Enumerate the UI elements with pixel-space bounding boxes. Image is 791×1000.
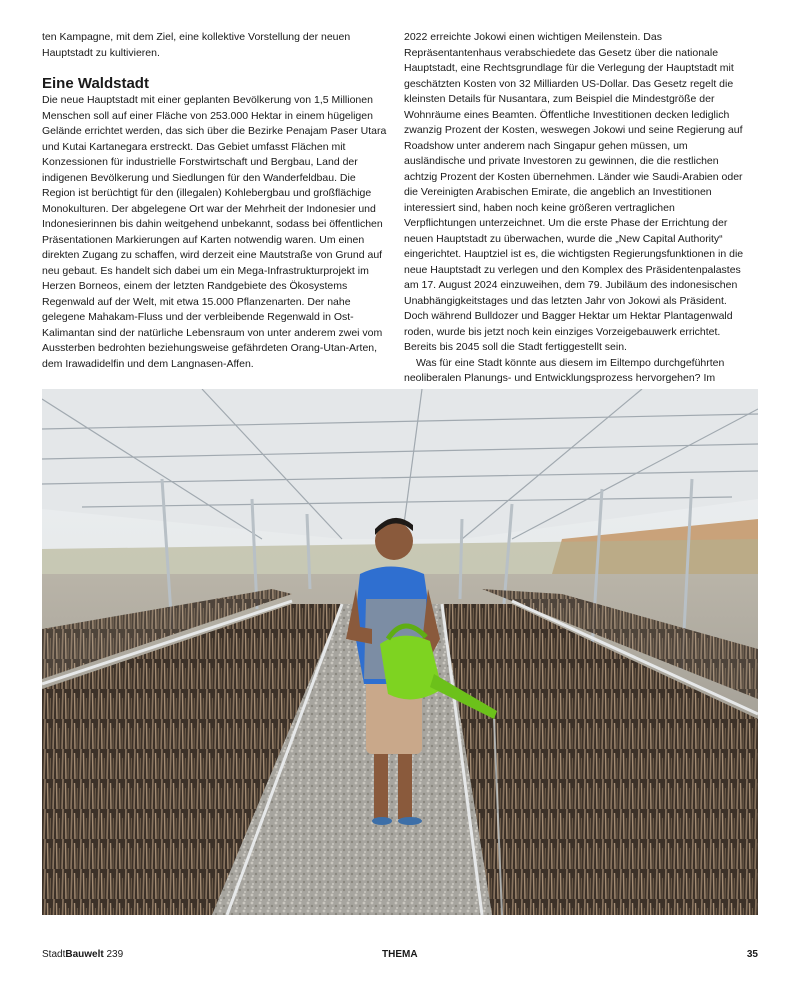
body-paragraph-2: Was für eine Stadt könnte aus diesem im Eiltempo durchgeführten neoliberalen Planungs- und Entwicklungsprozess hervorgehen? Im [404,356,725,384]
page-footer [42,947,758,963]
body-paragraph: Die neue Hauptstadt mit einer geplanten Bevölkerung von 1,5 Millionen Menschen soll auf einer Fläche von 253.000 Hektar in einem hügeligen Gelände errichtet werden, das sich über die Bezirke Penajam Paser Utara und Kutai Kartanegara erstreckt. Das Gebiet umfasst Flächen mit Konzessionen für industrielle Forstwirtschaft und Bergbau, Land der indigenen Bevölkerung und Siedlungen für den Wanderfeldbau. Die Region ist berüchtigt für den (illegalen) Kohlebergbau und großflächige Monokulturen. Der abgelegene Ort war der Mehrheit der Indonesier und Indonesierinnen bis dahin weitgehend unbekannt, sodass bei öffentlichen Präsentationen Markierungen auf Karten notwendig waren. Um einen direkten Zugang zu schaffen, wird derzeit eine Mautstraße von Grund auf neu gebaut. Es handelt sich dabei um ein Mega-Infrastrukturprojekt im Herzen Borneos, einem der letzten Randgebiete des Ökosystems Regenwald auf der Welt, mit etwa 15.000 Pflanzenarten. Der nahe gelegene Mahakam-Fluss und der verbleibende Regenwald in Ost-Kalimantan sind der natürliche Lebensraum von unter anderem zwei vom Aussterben bedrohten beziehungsweise gefährdeten Orang-Utan-Arten, dem Irawadidelfin und dem Langnasen-Affen. [42,94,387,370]
right-column [404,30,750,402]
issue-number: 239 [103,949,124,960]
magazine-name [42,947,123,963]
left-column [42,30,388,372]
nursery-photo [42,389,758,915]
body-paragraph-1: 2022 erreichte Jokowi einen wichtigen Meilenstein. Das Repräsentantenhaus verabschiedete das Gesetz über die nationale Hauptstadt, eine Rechtsgrundlage für die Verlegung der Hauptstadt mit geschätzten Kosten von 32 Milliarden US-Dollar. Das Gesetz regelt die kleinsten Details für Nusantara, zum Beispiel die Mindestgröße der Wohnräume eines Beamten. Öffentliche Investitionen decken lediglich zwanzig Prozent der Kosten, weswegen Jokowi und seine Regierung auf Roadshow unter anderem nach Singapur gehen müssen, um ausländische und private Investoren zu gewinnen, die die restlichen achtzig Prozent der Kosten übernehmen. Länder wie Saudi-Arabien oder die Vereinigten Arabischen Emirate, die angeblich an Investitionen interessiert sind, haben noch keine größeren vertraglichen Verpflichtungen unterzeichnet. Um die erste Phase der Errichtung der neuen Hauptstadt zu überwachen, wurde die „New Capital Authority“ eingerichtet. Hauptziel ist es, die wichtigsten Regierungsfunktionen in die neue Hauptstadt zu verlegen und den Komplex des Präsidentenpalastes am 17. August 2024 einzuweihen, dem 79. Jubiläum des indonesischen Unabhängigkeitstages und das letzten Jahr von Jokowi als Präsident. Doch während Bulldozer und Bagger Hektar um Hektar Plantagenwald roden, wurde bis jetzt noch kein einziges Vorzeigebauwerk errichtet. Bereits bis 2045 soll die Stadt fertiggestellt sein. [404,31,744,353]
magazine-prefix: Stadt [42,949,66,960]
page-number: 35 [746,949,758,960]
section-heading: Eine Waldstadt [42,75,149,92]
section-label: THEMA [382,949,418,960]
magazine-bold: Bauwelt [65,949,104,960]
intro-text: ten Kampagne, mit dem Ziel, eine kollektive Vorstellung der neuen Hauptstadt zu kultivieren. [42,31,351,59]
